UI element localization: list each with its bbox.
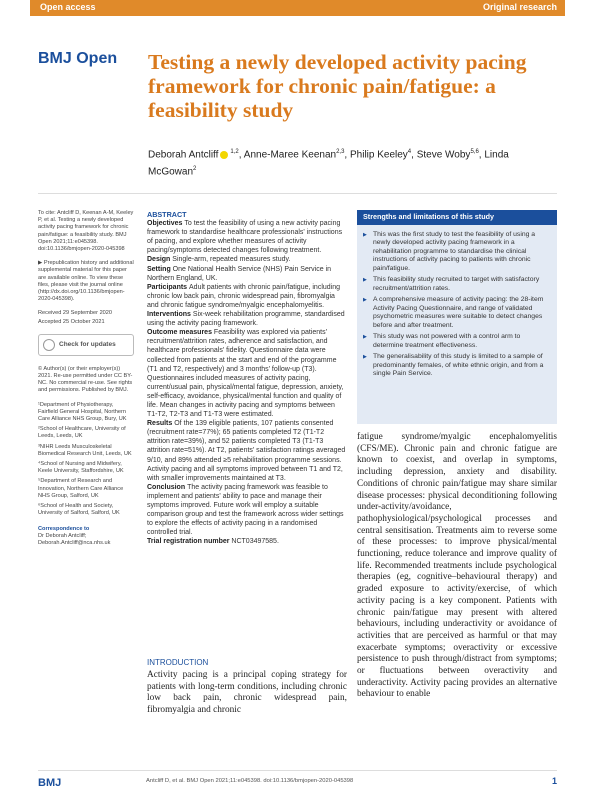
affiliation-item: ¹Department of Physiotherapy, Fairfield General Hospital, Northern Care Alliance NHS Group, Bury, UK xyxy=(38,401,127,423)
author-list: Deborah Antcliff $^{1,2}$, Anne-Maree Keenan$^{2,3}$, Philip Keeley$^4$, Steve Woby$^{5,6}$, Linda McGowan$^2$ xyxy=(148,149,509,178)
abstract-section xyxy=(147,219,347,255)
received-date: Received 29 September 2020 xyxy=(38,310,113,317)
affiliation-item: ⁵Department of Research and Innovation, Northern Care Alliance NHS Group, Salford, UK xyxy=(38,478,124,499)
abstract-section-text: The activity pacing framework was feasible to implement and patients' ability to pace and manage their symptoms improved. Future work will employ a suitable comparison group and test the framework across wider settings to explore the effects of activity pacing in a randomised controlled trial. xyxy=(147,483,344,537)
citation-block: To cite: Antcliff D, Keenan A-M, Keeley P, et al. Testing a newly developed activity pacing framework for chronic pain/fatigue: a feasibility study. BMJ Open 2021;11:e045398. doi:10.1136/bmjopen-2020-045398 xyxy=(38,210,134,253)
affiliation-item: ³NIHR Leeds Musculoskeletal Biomedical Research Unit, Leeds, UK xyxy=(38,443,132,457)
footer xyxy=(38,770,557,789)
footer-citation: Antcliff D, et al. BMJ Open 2021;11:e045398. doi:10.1136/bmjopen-2020-045398 xyxy=(146,778,354,784)
affiliation-item: ²School of Healthcare, University of Leeds, Leeds, UK xyxy=(38,426,126,440)
copyright-note: © Author(s) (or their employer(s)) 2021. Re-use permitted under CC BY-NC. No commercial re-use. See rights and permissions. Published by BMJ. xyxy=(38,365,133,394)
orcid-icon[interactable] xyxy=(220,151,228,159)
abstract-section xyxy=(147,483,347,538)
abstract-section-text: One National Health Service (NHS) Pain Service in Northern England, UK. xyxy=(147,265,332,282)
abstract-section-label: Interventions xyxy=(147,311,193,319)
footer-logo: BMJ xyxy=(38,777,62,789)
introduction-heading: INTRODUCTION xyxy=(147,658,209,667)
prepub-note[interactable]: ▶ Prepublication history and additional supplemental material for this paper are available online. To view these files, please visit the journal online (http://dx.doi.org/10.1136/bmjopen-2020-045398). xyxy=(38,260,134,303)
abstract-section-label: Trial registration number xyxy=(147,538,232,546)
abstract-section xyxy=(147,255,347,264)
sidebar xyxy=(38,210,134,554)
article-title: Testing a newly developed activity pacing framework for chronic pain/fatigue: a feasibility study xyxy=(148,50,527,122)
strength-item: ▶ This was the first study to test the feasibility of using a newly developed activity pacing framework in a rehabilitation programme to standardise the clinical instructions of activity pacing to patients with chronic pain/fatigue. xyxy=(363,231,549,274)
affiliation-marker: 4 xyxy=(407,149,412,155)
abstract-heading: ABSTRACT xyxy=(147,210,187,219)
abstract-section-label: Conclusion xyxy=(147,483,188,491)
author-name[interactable]: Philip Keeley xyxy=(349,149,408,161)
body-text-right: fatigue syndrome/myalgic encephalomyelitis (CFS/ME). Chronic pain and chronic fatigue are known to coexist, and overlap in symptoms, including depression, anxiety and disability. Conditions of chronic pain/fatigue may share similar disease processes: physical deconditioning following under-activity/avoidance, pathophysiological/psychological processes and central sensitisation. Treatments aim to reverse some of these processes: to improve physical/mental functioning, reduce tolerance and improve quality of life. Recommended treatments include psychological therapies (eg, cognitive–behavioural therapy) and graded exposure to activity/exercise, of which activity pacing is a key component. Patients with chronic pain/fatigue may present with altered behaviours, including underactivity or avoidance of activities that are perceived as harmful or that may exacerbate symptoms; overactivity or excessive persistence to push through/distract from symptoms; or fluctuations between overactivity and underactivity. Activity pacing provides an alternative behaviour to enable xyxy=(357,432,557,700)
author-name[interactable]: Steve Woby xyxy=(416,149,471,161)
abstract-section-text: Of the 139 eligible patients, 107 patients consented (recruitment rate=77%); 65 patients completed T2 (T1-T2 attrition rate=39%), and 52 patients completed T3 (T1-T3 attrition rate=51%). At T2, patients' satisfaction ratings averaged 9/10, and 89% attended ≥5 rehabilitation programme sessions. Activity pacing and all symptoms improved between T1 and T2, with smaller improvements maintained at T3. xyxy=(147,420,346,482)
abstract-section-text: Feasibility was explored via patients' recruitment/attrition rates, adherence and satisfaction, and healthcare professionals' fidelity. Questionnaire data were collected from patients at the start and end of the programme (T1 and T2, respectively) and 3 months' follow-up (T3). Questionnaires included measures of activity pacing, current/usual pain, physical/mental fatigue, depression, anxiety, self-efficacy, avoidance, physical/mental function and quality of life. Mean changes in activity pacing and symptoms between T1-T2, T2-T3 and T1-T3 were estimated. xyxy=(147,329,344,419)
affiliation-marker: 2,3 xyxy=(336,149,345,155)
open-access-label: Open access xyxy=(40,2,96,12)
abstract-section-label: Setting xyxy=(147,265,173,273)
abstract-section xyxy=(147,310,347,328)
header-bar xyxy=(30,0,565,16)
refresh-icon xyxy=(43,339,55,351)
abstract xyxy=(147,210,347,546)
check-updates-button[interactable] xyxy=(38,334,134,356)
abstract-section-label: Participants xyxy=(147,283,190,291)
strength-item: ▶ The generalisability of this study is limited to a sample of predominantly females, of white ethnic origin, and from a single Pain Service. xyxy=(363,353,549,379)
affiliation-item: ⁶School of Health and Society, University of Salford, Salford, UK xyxy=(38,503,120,517)
affiliation-item: ⁴School of Nursing and Midwifery, Keele University, Staffordshire, UK xyxy=(38,461,124,475)
strength-item: ▶ This study was not powered with a control arm to determine treatment effectiveness. xyxy=(363,333,549,350)
abstract-section-text: Adult patients with chronic pain/fatigue, including chronic low back pain, chronic widespread pain, fibromyalgia and chronic fatigue syndrome/myalgic encephalomyelitis. xyxy=(147,283,340,309)
abstract-section xyxy=(147,283,347,310)
abstract-section-text: To test the feasibility of using a new activity pacing framework to standardise healthcare professionals' instructions of pacing, and explore whether measures of activity pacing/symptoms detected changes following treatment. xyxy=(147,220,343,255)
strengths-box xyxy=(357,210,557,424)
abstract-section xyxy=(147,537,347,546)
correspondence-label: Correspondence to xyxy=(38,525,90,532)
affiliation-marker: 5,6 xyxy=(470,149,479,155)
affiliation-marker: 2 xyxy=(193,166,197,173)
accepted-date: Accepted 25 October 2021 xyxy=(38,318,105,325)
strength-item: ▶ This feasibility study recruited to target with satisfactory recruitment/attrition rates. xyxy=(363,276,549,293)
abstract-section-text: Six-week rehabilitation programme, standardised using the activity pacing framework. xyxy=(147,311,345,328)
article-type-label: Original research xyxy=(482,2,557,12)
author-name[interactable]: Deborah Antcliff xyxy=(148,149,219,161)
abstract-section-label: Results xyxy=(147,420,175,428)
abstract-section-label: Design xyxy=(147,256,173,264)
author-name[interactable]: Anne-Maree Keenan xyxy=(243,149,337,161)
divider xyxy=(38,193,557,194)
abstract-section-text: NCT03497585. xyxy=(231,538,279,546)
abstract-section-label: Objectives xyxy=(147,220,185,228)
strengths-heading: Strengths and limitations of this study xyxy=(357,210,557,225)
correspondence-text[interactable]: Dr Deborah Antcliff; Deborah.Antcliff@nca.nhs.uk xyxy=(38,532,111,546)
abstract-section xyxy=(147,419,347,483)
check-updates-label: Check for updates xyxy=(59,341,116,349)
strength-item: ▶ A comprehensive measure of activity pacing: the 28-item Activity Pacing Questionnaire, and range of validated psychometric measures were suitable to detect changes before and after treatment. xyxy=(363,296,549,330)
abstract-section xyxy=(147,328,347,419)
abstract-section-text: Single-arm, repeated measures study. xyxy=(172,256,291,264)
abstract-section-label: Outcome measures xyxy=(147,329,214,337)
abstract-section xyxy=(147,265,347,283)
page-number: 1 xyxy=(551,776,557,786)
author-name[interactable]: Linda McGowan xyxy=(148,149,509,178)
strengths-list xyxy=(363,231,549,379)
introduction-text: Activity pacing is a principal coping strategy for patients with long-term conditions, including chronic low back pain, chronic widespread pain, fibromyalgia and chronic xyxy=(147,670,347,716)
affiliation-list xyxy=(38,402,134,518)
journal-logo[interactable]: BMJ Open xyxy=(38,50,118,67)
affiliation-marker: 1,2 xyxy=(230,149,239,155)
